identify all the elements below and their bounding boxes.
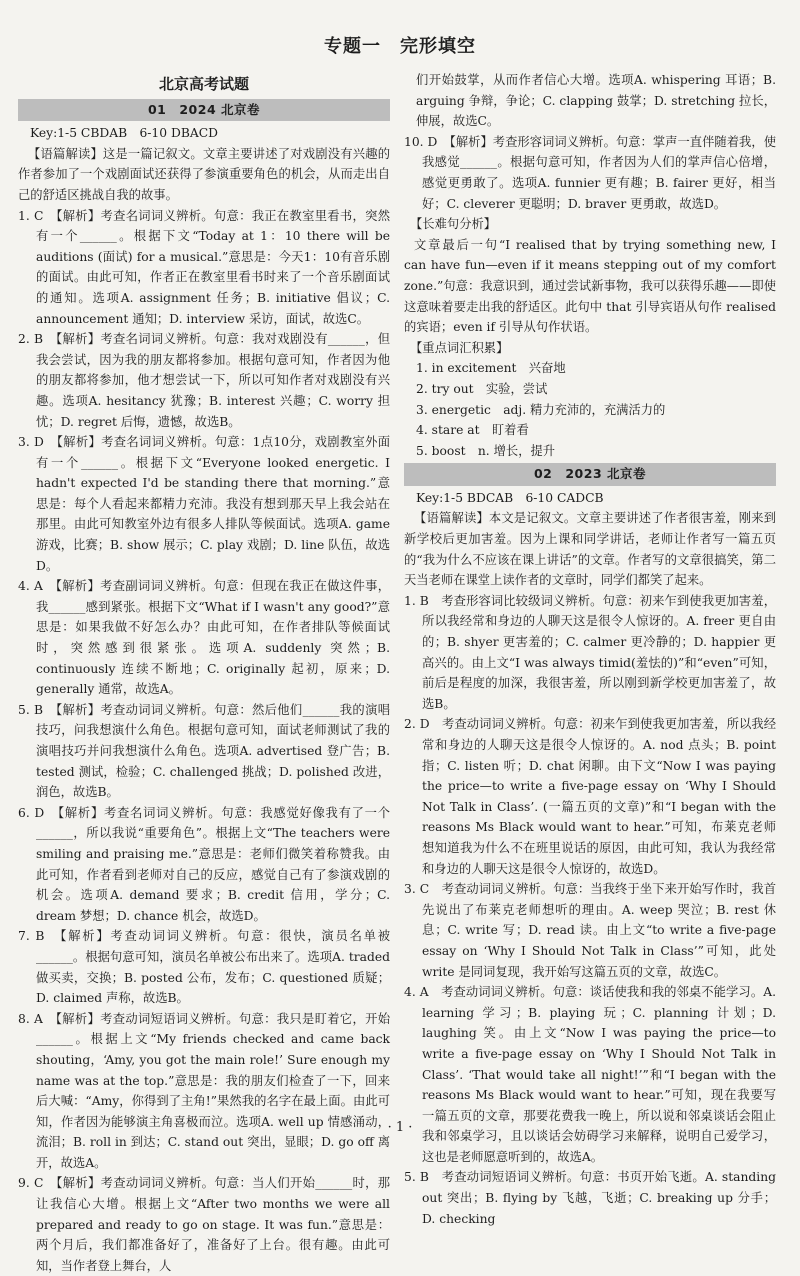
answer-key: Key:1-5 CBDAB 6-10 DBACD: [30, 126, 219, 141]
vocab-heading: 【重点词汇积累】: [410, 340, 509, 355]
page-number: · 1 ·: [387, 1120, 413, 1135]
passage-summary: 【语篇解读】本文是记叙文。文章主要讲述了作者很害羞，刚来到新学校后更加害羞。因为上课和同学讲话，老师让作者写一篇五页的“我为什么不应该在课上讲话”的文章。作者写的文章很搞笑，第二天当老师在课堂上读作者的文章时，同学们都笑了起来。: [404, 511, 776, 588]
long-sentence-analysis: 文章最后一句“I realised that by trying something new, I can have fun—even if it means stepping out of my comfort zone.”句意：我意识到，通过尝试新事物，我可以获得乐趣——即使这意味着要走出我的舒适区。此句中 that 引导宾语从句作 realised 的宾语；even if 引导从句作状语。: [404, 237, 776, 335]
answer-explanation: 9. C 【解析】考查动词词义辨析。句意：当人们开始______时，那让我信心大增。根据上文“After two months we were all prepared and ready to go on stage. It was fun.”意思是：两个月后，我们都准备好了，准备好了上台。很有趣。由此可知，当作者登上舞台，人: [18, 1176, 390, 1273]
answer-explanation: 6. D 【解析】考查名词词义辨析。句意：我感觉好像我有了一个______，所以我说“重要角色”。根据上文“The teachers were smiling and praising me.”意思是：老师们微笑着称赞我。由此可知，作者看到老师对自己的反应，感觉自己有了参演戏剧的机会。选项A. demand 要求；B. credit 信用，学分；C. dream 梦想；D. chance 机会，故选D。: [18, 805, 390, 923]
answer-key: Key:1-5 BDCAB 6-10 CADCB: [416, 490, 604, 505]
answer-explanation: 1. C 【解析】考查名词词义辨析。句意：我正在教室里看书，突然有一个______。根据下文“Today at 1：10 there will be auditions (面试) for a musical.”意思是：今天1：10有音乐剧的面试。由此可知，作者正在教室里看书时来了一个音乐剧面试的通知。选项A. assignment 任务；B. initiative 倡议；C. announcement 通知；D. interview 采访，面试，故选C。: [18, 208, 390, 326]
left-column: [18, 70, 390, 1276]
answer-explanation: 5. B 考查动词短语词义辨析。句意：书页开始飞逝。A. standing out 突出；B. flying by 飞越，飞逝；C. breaking up 分手；D. checking: [404, 1170, 776, 1226]
vocab-item: 5. boost n. 增长，提升: [416, 443, 556, 458]
passage-summary: 【语篇解读】这是一篇记叙文。文章主要讲述了对戏剧没有兴趣的作者参加了一个戏剧面试还获得了参演重要角色的机会，从而走出自己的舒适区挑战自我的故事。: [18, 146, 390, 202]
answer-explanation: 1. B 考查形容词比较级词义辨析。句意：初来乍到使我更加害羞，所以我经常和身边的人聊天这是很令人惊讶的。A. freer 更自由的；B. shyer 更害羞的；C. calmer 更冷静的；D. happier 更高兴的。由上文“I was always timid(羞怯的)”和“even”可知，前后是程度的加深，我很害羞，所以刚到新学校更加害羞了，故选B。: [404, 593, 776, 711]
answer-explanation-continued: 们开始鼓掌，从而作者信心大增。选项A. whispering 耳语；B. arguing 争辩，争论；C. clapping 鼓掌；D. stretching 拉长，伸展，故选C。: [416, 73, 776, 129]
exam-bar-2024: 01 2024 北京卷: [18, 99, 390, 122]
vocab-item: 2. try out 实验，尝试: [416, 381, 548, 396]
answer-explanation: 3. C 考查动词词义辨析。句意：当我终于坐下来开始写作时，我首先说出了布莱克老师想听的理由。A. weep 哭泣；B. rest 休息；C. write 写；D. read 读。由上文“to write a five-page essay on ‘Why I Should Not Talk in Class’”可知，此处 write 是同词复现，我开始写这篇五页的文章，故选C。: [404, 882, 776, 979]
answer-explanation: 2. B 【解析】考查名词词义辨析。句意：我对戏剧没有______，但我会尝试，因为我的朋友都将参加。根据句意可知，作者因为他的朋友都将参加，他才想尝试一下，所以可知作者对戏剧没有兴趣。选项A. hesitancy 犹豫；B. interest 兴趣；C. worry 担忧；D. regret 后悔，遗憾，故选B。: [18, 332, 390, 429]
answer-explanation: 8. A 【解析】考查动词短语词义辨析。句意：我只是盯着它，开始______。根据上文“My friends checked and came back shouting，‘Amy, you got the main role!’ Sure enough my name was at the top.”意思是：我的朋友们检查了一下，回来后大喊：“Amy，你得到了主角!”果然我的名字在最上面。由此可知，作者因为能够演主角喜极而泣。选项A. well up 情感涌动，流泪；B. roll in 到达；C. stand out 突出，显眼；D. go off 离开，故选A。: [18, 1011, 390, 1170]
answer-explanation: 2. D 考查动词词义辨析。句意：初来乍到使我更加害羞，所以我经常和身边的人聊天这是很令人惊讶的。A. nod 点头；B. point 指；C. listen 听；D. chat 闲聊。由下文“Now I was paying the price—to write a five-page essay on ‘Why I Should Not Talk in Class’. (一篇五页的文章)”和“I began with the reasons Ms Black would want to hear.”可知，布莱克老师想知道我为什么不在班里说话的原因，由此可知，我认为我经常和身边的人聊天这是很令人惊讶的，故选D。: [404, 717, 776, 876]
vocab-item: 1. in excitement 兴奋地: [416, 361, 566, 376]
right-column: [404, 70, 776, 1229]
vocab-item: 4. stare at 盯着看: [416, 423, 529, 438]
answer-explanation: 4. A 【解析】考查副词词义辨析。句意：但现在我正在做这件事，我______感到紧张。根据下文“What if I wasn't any good?”意思是：如果我做不好怎么办？由此可知，在作者排队等候面试时，突然感到很紧张。选项A. suddenly 突然；B. continuously 连续不断地；C. originally 起初，原来；D. generally 通常，故选A。: [18, 579, 390, 697]
answer-explanation: 4. A 考查动词词义辨析。句意：谈话使我和我的邻桌不能学习。A. learning 学习；B. playing 玩；C. planning 计划；D. laughing 笑。由上文“Now I was paying the price—to write a five-page essay on ‘Why I Should Not Talk in Class’. ‘That would take all night!’”和“I began with the reasons Ms Black would want to hear.”可知，现在我要写一篇五页的文章，那要花费我一晚上，所以说和邻桌谈话会阻止我和邻桌学习，且以谈话会妨碍学习来解释，说明自己爱学习，这也是老师愿意听到的，故选A。: [404, 985, 776, 1164]
answer-explanation: 7. B 【解析】考查动词词义辨析。句意：很快，演员名单被______。根据句意可知，演员名单被公布出来了。选项A. traded 做买卖，交换；B. posted 公布，发布；C. questioned 质疑；D. claimed 声称，故选B。: [18, 929, 390, 1006]
long-sentence-heading: 【长难句分析】: [410, 217, 497, 232]
page-header: 专题一 完形填空: [324, 36, 476, 57]
vocab-item: 3. energetic adj. 精力充沛的，充满活力的: [416, 402, 666, 417]
section-title: 北京高考试题: [158, 75, 249, 93]
vocab-list: [404, 358, 776, 461]
exam-bar-2023: 02 2023 北京卷: [404, 463, 776, 486]
answer-explanation: 3. D 【解析】考查名词词义辨析。句意：1点10分，戏剧教室外面有一个______。根据下文“Everyone looked energetic. I hadn't expected I'd be standing there that morning.”意思是：每个人看起来都精力充沛。我没有想到那天早上我会站在那里。由此可知教室外边有很多人排队等候面试。选项A. game 游戏，比赛；B. show 展示；C. play 戏剧；D. line 队伍，故选D。: [18, 435, 390, 573]
answer-explanation: 5. B 【解析】考查动词词义辨析。句意：然后他们______我的演唱技巧，问我想演什么角色。根据句意可知，面试老师测试了我的演唱技巧并问我想演什么角色。选项A. advertised 登广告；B. tested 测试，检验；C. challenged 挑战；D. polished 改进，润色，故选B。: [18, 702, 390, 800]
answer-explanation: 10. D 【解析】考查形容词词义辨析。句意：掌声一直伴随着我，使我感觉______。根据句意可知，作者因为人们的掌声信心倍增，感觉更勇敢了。选项A. funnier 更有趣；B. fairer 更好，相当好；C. cleverer 更聪明；D. braver 更勇敢，故选D。: [404, 134, 776, 211]
